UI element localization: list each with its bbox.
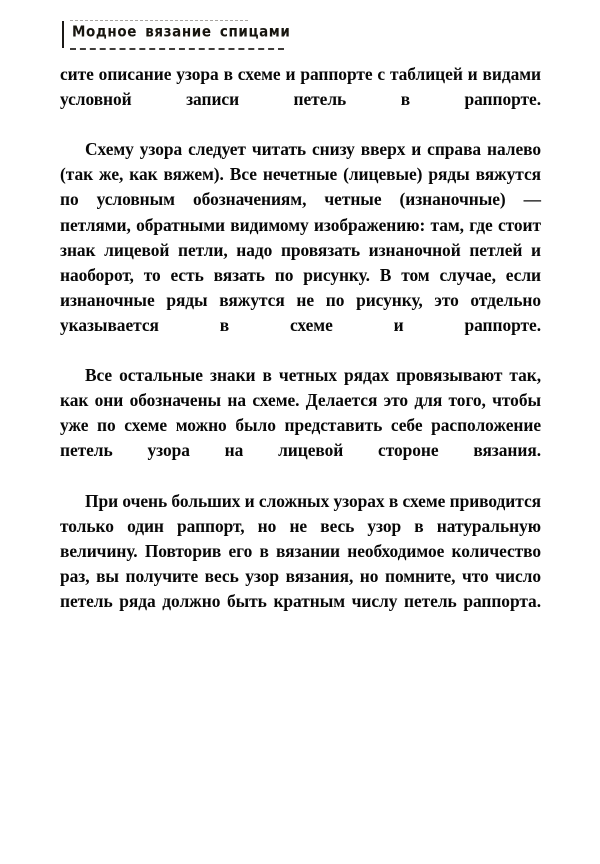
running-header [62, 18, 294, 54]
body-text-block [60, 62, 541, 639]
header-rule-bottom [70, 48, 284, 50]
header-rule-top [70, 20, 248, 21]
paragraph-2: Схему узора следует читать снизу вверх и справа налево (так же, как вяжем). Все нечетные (лицевые) ряды вяжутся по условным обозначениям, четные (изнаночные) — петлями, обратными видимому изображению: там, где стоит знак лицевой петли, надо провязать изнаночной петлей и наоборот, то есть вязать по рисунку. В том случае, если изнаночные ряды вяжутся не по рисунку, это отдельно указывается в схеме и раппорте. [60, 139, 541, 335]
running-header-title: Модное вязание спицами [72, 23, 291, 41]
header-left-bar [62, 21, 64, 48]
paragraph-1: сите описание узора в схеме и раппорте с таблицей и видами условной записи петель в раппорте. [60, 64, 541, 110]
paragraph-4: При очень больших и сложных узорах в схеме приводится только один раппорт, но не весь узор в натуральную величину. Повторив его в вязании необходимое количество раз, вы получите весь узор вязания, но помните, что число петель ряда должно быть кратным числу петель раппорта. [60, 490, 541, 611]
paragraph-3: Все остальные знаки в четных рядах провязывают так, как они обозначены на схеме. Делается это для того, чтобы уже по схеме можно было представить себе расположение петель узора на лицевой стороне вязания. [60, 365, 541, 461]
